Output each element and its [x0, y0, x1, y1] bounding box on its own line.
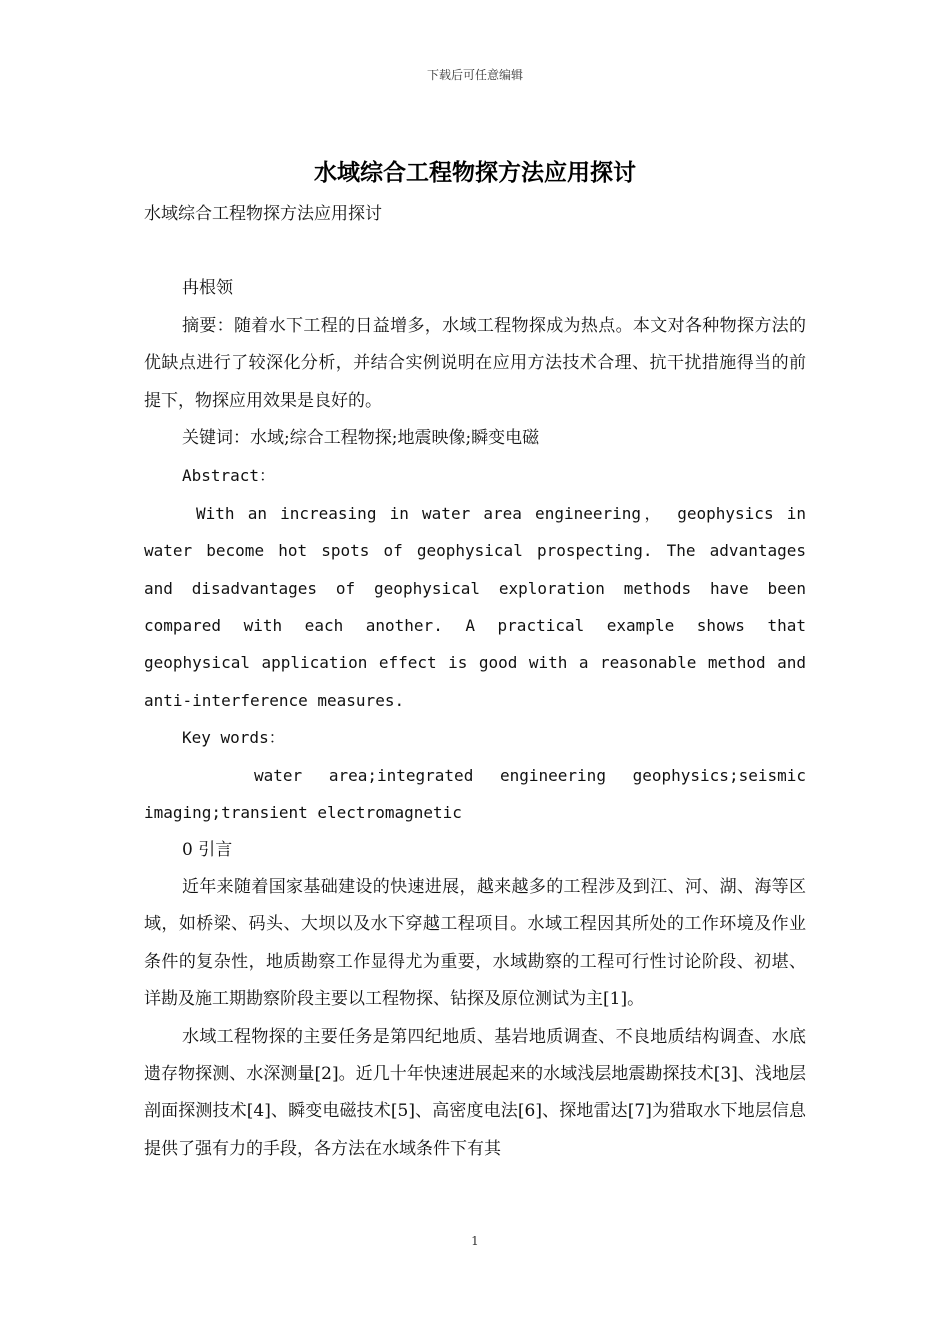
spacer	[144, 233, 806, 270]
abstract-cn: 摘要：随着水下工程的日益增多，水域工程物探成为热点。本文对各种物探方法的优缺点进行了较深化分析，并结合实例说明在应用方法技术合理、抗干扰措施得当的前提下，物探应用效果是良好的。	[144, 315, 806, 411]
abstract-en-label: Abstract：	[182, 466, 276, 486]
paragraph-1: 近年来随着国家基础建设的快速进展，越来越多的工程涉及到江、河、湖、海等区域，如桥梁、码头、大坝以及水下穿越工程项目。水域工程因其所处的工作环境及作业条件的复杂性，地质勘察工作显得尤为重要，水域勘察的工程可行性讨论阶段、初堪、详勘及施工期勘察阶段主要以工程物探、钻探及原位测试为主[1]。	[144, 876, 806, 1010]
keywords-en: water area;integrated engineering geophysics;seismic imaging;transient electromagnetic	[144, 765, 806, 823]
keywords-cn: 关键词：水域;综合工程物探;地震映像;瞬变电磁	[182, 428, 540, 449]
header-note: 下载后可任意编辑	[426, 68, 523, 82]
document-subtitle: 水域综合工程物探方法应用探讨	[144, 204, 382, 224]
page-number: 1	[471, 1234, 479, 1248]
abstract-en: With an increasing in water area engineering， geophysics in water become hot spots of geophysical prospecting. The advantages and disadvantages of geophysical exploration methods have been compared with each another. A practical example shows that geophysical application effect is good with a reasonable method and anti-interference measures.	[144, 503, 806, 710]
author-name: 冉根领	[182, 278, 233, 299]
keywords-en-label: Key words：	[182, 728, 285, 748]
document-title: 水域综合工程物探方法应用探讨	[314, 159, 636, 186]
document-body	[144, 196, 806, 1168]
paragraph-2: 水域工程物探的主要任务是第四纪地质、基岩地质调查、不良地质结构调查、水底遗存物探测、水深测量[2]。近几十年快速进展起来的水域浅层地震勘探技术[3]、浅地层剖面探测技术[4]、瞬变电磁技术[5]、高密度电法[6]、探地雷达[7]为猎取水下地层信息提供了强有力的手段，各方法在水域条件下有其	[144, 1026, 806, 1159]
section-heading: 0 引言	[182, 839, 233, 860]
